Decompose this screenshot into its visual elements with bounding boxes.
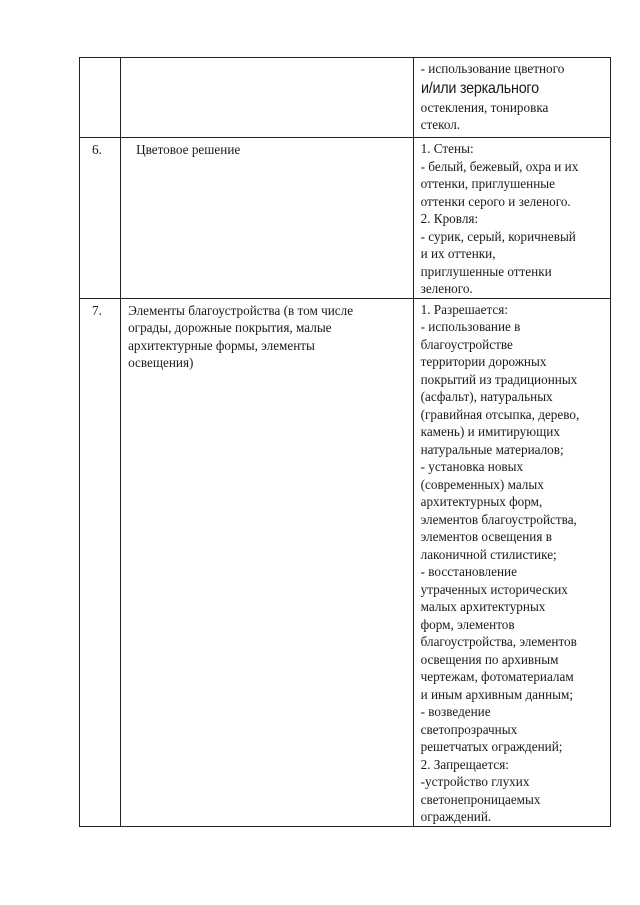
requirement-line: и/или зеркального (420, 79, 539, 97)
requirement-line: натуральные материалов; (420, 441, 564, 457)
row-name-text: Цветовое решение (136, 142, 241, 157)
requirement-line: утраченных исторических (420, 581, 568, 597)
requirement-line: элементов освещения в (420, 529, 552, 544)
requirement-line: и их оттенки, (420, 246, 496, 261)
requirement-line: 1. Стены: (420, 141, 474, 156)
requirement-line: - использование в (420, 319, 521, 334)
requirement-line: (асфальт), натуральных (420, 389, 553, 404)
requirement-line: форм, элементов (420, 616, 515, 632)
requirement-line: (гравийная отсыпка, дерево, (420, 406, 580, 422)
row-requirements (413, 58, 610, 138)
requirement-line: светопрозрачных (420, 721, 518, 737)
requirement-line: - возведение (420, 704, 491, 719)
requirement-line: лаконичной стилистике; (420, 546, 557, 562)
requirement-line: элементов благоустройства, (420, 511, 577, 527)
requirement-line: благоустройства, элементов (420, 634, 577, 649)
row-name (121, 138, 414, 299)
requirement-line: приглушенные оттенки (420, 263, 552, 279)
requirement-line: освещения по архивным (420, 651, 559, 667)
row-name-text: Элементы благоустройства (в том числе ограды, дорожные покрытия, малые архитектурные формы, элементы освещения) (128, 302, 354, 370)
requirement-line: стекол. (420, 117, 461, 132)
table-row (80, 298, 611, 826)
requirement-line: 1. Разрешается: (420, 301, 509, 317)
requirement-line: зеленого. (420, 281, 473, 296)
requirement-line: - установка новых (420, 459, 524, 474)
requirement-line: малых архитектурных (420, 599, 546, 614)
requirement-line: - восстановление (420, 564, 517, 579)
requirement-line: 2. Запрещается: (420, 756, 509, 772)
requirement-line: оттенки, приглушенные (420, 176, 555, 191)
requirement-line: архитектурных форм, (420, 494, 543, 509)
requirement-line: решетчатых ограждений; (420, 739, 563, 754)
requirement-line: оттенки серого и зеленого. (420, 193, 571, 209)
row-number: 7. (80, 298, 121, 826)
requirement-line: светонепроницаемых (420, 791, 541, 807)
requirement-line: благоустройстве (420, 336, 513, 352)
requirement-line: камень) и имитирующих (420, 424, 560, 439)
row-name (121, 58, 414, 138)
requirement-line: территории дорожных (420, 354, 547, 369)
requirement-line: и иным архивным данным; (420, 686, 574, 702)
row-requirements (413, 298, 610, 826)
table-row (80, 138, 611, 299)
row-number (80, 58, 121, 138)
requirement-line: (современных) малых (420, 476, 544, 492)
requirement-line: - белый, бежевый, охра и их (420, 158, 579, 174)
table-row (80, 58, 611, 138)
requirement-line: покрытий из традиционных (420, 371, 578, 387)
requirement-line: -устройство глухих (420, 774, 530, 789)
row-number: 6. (80, 138, 121, 299)
requirement-line: остекления, тонировка (420, 99, 549, 115)
row-name (121, 298, 414, 826)
requirement-line: - использование цветного (420, 61, 565, 76)
requirements-table (79, 57, 611, 827)
requirement-line: 2. Кровля: (420, 211, 479, 226)
row-requirements (413, 138, 610, 299)
requirement-line: - сурик, серый, коричневый (420, 228, 576, 244)
requirement-line: ограждений. (420, 809, 492, 824)
requirement-line: чертежам, фотоматериалам (420, 669, 574, 684)
